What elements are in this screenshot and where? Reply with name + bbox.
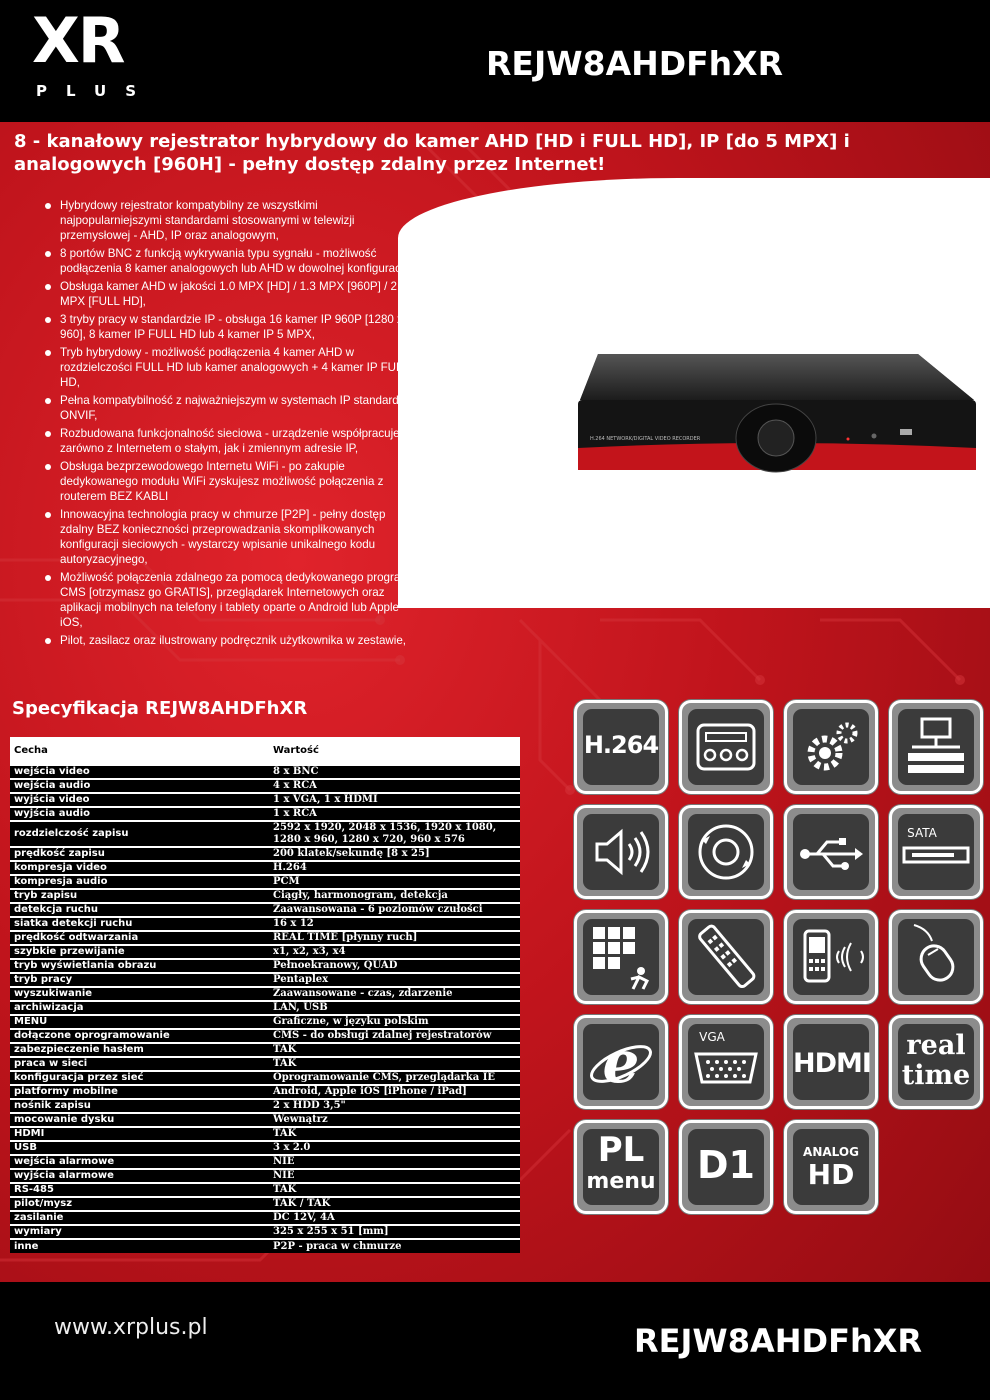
sata-text: SATA (907, 826, 937, 840)
spec-value: Zaawansowana - 6 poziomów czułości (269, 903, 520, 917)
footer-model-title: REJW8AHDFhXR (634, 1322, 923, 1360)
spec-value: 2592 x 1920, 2048 x 1536, 1920 x 1080, 1280 x 960, 1280 x 720, 960 x 576 (269, 821, 520, 847)
real-text: real (906, 1030, 966, 1061)
feature-item: Pełna kompatybilność z najważniejszym w systemach IP standardem ONVIF, (42, 393, 422, 423)
spec-table (10, 737, 520, 1253)
spec-value: 2 x HDD 3,5" (269, 1099, 520, 1113)
real-time-icon (889, 1015, 983, 1109)
spec-value: PCM (269, 875, 520, 889)
spec-row (10, 847, 520, 861)
spec-key: platformy mobilne (10, 1085, 269, 1099)
spec-value: Pentaplex (269, 973, 520, 987)
spec-key: wyszukiwanie (10, 987, 269, 1001)
spec-title: Specyfikacja REJW8AHDFhXR (12, 698, 308, 719)
settings-gears-icon (784, 700, 878, 794)
spec-row (10, 1225, 520, 1239)
spec-value: CMS - do obsługi zdalnej rejestratorów (269, 1029, 520, 1043)
d1-icon (679, 1120, 773, 1214)
spec-row (10, 903, 520, 917)
feature-item: Pilot, zasilacz oraz ilustrowany podręcznik użytkownika w zestawie, (42, 633, 422, 648)
spec-value: 8 x BNC (269, 765, 520, 779)
spec-key: wejścia audio (10, 779, 269, 793)
spec-value: x1, x2, x3, x4 (269, 945, 520, 959)
spec-row (10, 861, 520, 875)
spec-key: mocowanie dysku (10, 1113, 269, 1127)
spec-value: 1 x VGA, 1 x HDMI (269, 793, 520, 807)
spec-row (10, 945, 520, 959)
spec-row (10, 1127, 520, 1141)
spec-key: konfiguracja przez sieć (10, 1071, 269, 1085)
hd-text: HD (807, 1158, 855, 1191)
spec-key: detekcja ruchu (10, 903, 269, 917)
spec-value: 200 klatek/sekundę [8 x 25] (269, 847, 520, 861)
spec-key: RS-485 (10, 1183, 269, 1197)
spec-row (10, 1183, 520, 1197)
hdmi-icon (784, 1015, 878, 1109)
spec-row (10, 1239, 520, 1253)
feature-item: Innowacyjna technologia pracy w chmurze [P2P] - pełny dostęp zdalny BEZ konieczności przeprowadzania skomplikowanych konfiguracji sieciowych - wystarczy wpisanie unikalnego kodu autoryzacyjnego, (42, 507, 422, 567)
spec-value: Oprogramowanie CMS, przeglądarka IE (269, 1071, 520, 1085)
feature-item: Możliwość połączenia zdalnego za pomocą dedykowanego programu CMS [otrzymasz go GRATIS], przeglądarek Internetowych oraz aplikacji mobilnych na telefony i tablety oparte o Android lub Apple iOS, (42, 570, 422, 630)
audio-speaker-icon (574, 805, 668, 899)
spec-row (10, 1043, 520, 1057)
hdmi-text: HDMI (793, 1048, 871, 1079)
spec-key: szybkie przewijanie (10, 945, 269, 959)
spec-value: 16 x 12 (269, 917, 520, 931)
footer-bar (0, 1282, 990, 1400)
spec-row (10, 875, 520, 889)
feature-item: Rozbudowana funkcjonalność sieciowa - urządzenie współpracuje zarówno z Internetem o stałym, jak i zmiennym adresie IP, (42, 426, 422, 456)
spec-row (10, 889, 520, 903)
feature-item: Hybrydowy rejestrator kompatybilny ze wszystkimi najpopularniejszymi standardami stosowanymi w telewizji przemysłowej - AHD, IP oraz analogowym, (42, 198, 422, 243)
spec-value: DC 12V, 4A (269, 1211, 520, 1225)
spec-row (10, 1155, 520, 1169)
dvr-product-image (576, 352, 978, 474)
usb-icon (784, 805, 878, 899)
spec-row (10, 1071, 520, 1085)
spec-key: wejścia video (10, 765, 269, 779)
header-model-title: REJW8AHDFhXR (486, 44, 784, 83)
spec-value: NIE (269, 1169, 520, 1183)
spec-key: zabezpieczenie hasłem (10, 1043, 269, 1057)
d1-text: D1 (697, 1143, 755, 1187)
spec-key: rozdzielczość zapisu (10, 821, 269, 847)
multiview-grid-icon (574, 910, 668, 1004)
spec-row (10, 1099, 520, 1113)
feature-item: Tryb hybrydowy - możliwość podłączenia 4 kamer AHD w rozdzielczości FULL HD lub kamer analogowych + 4 kamer IP FULL HD, (42, 345, 422, 390)
spec-value: TAK (269, 1127, 520, 1141)
spec-key: kompresja video (10, 861, 269, 875)
analog-hd-icon (784, 1120, 878, 1214)
sata-icon (889, 805, 983, 899)
spec-value: Graficzne, w języku polskim (269, 1015, 520, 1029)
spec-row (10, 807, 520, 821)
spec-key: prędkość zapisu (10, 847, 269, 861)
spec-key: USB (10, 1141, 269, 1155)
spec-col-value: Wartość (269, 737, 520, 765)
spec-value: NIE (269, 1155, 520, 1169)
logo-main-text: XR (32, 4, 124, 77)
spec-value: H.264 (269, 861, 520, 875)
spec-value: LAN, USB (269, 1001, 520, 1015)
spec-key: siatka detekcji ruchu (10, 917, 269, 931)
spec-key: nośnik zapisu (10, 1099, 269, 1113)
dvr-front-label: H.264 NETWORK/DIGITAL VIDEO RECORDER (590, 436, 701, 442)
spec-row (10, 1113, 520, 1127)
spec-row (10, 765, 520, 779)
vga-text: VGA (699, 1030, 725, 1044)
spec-value: P2P - praca w chmurze (269, 1239, 520, 1253)
remote-control-icon (679, 910, 773, 1004)
spec-body (10, 765, 520, 1253)
spec-col-key: Cecha (10, 737, 269, 765)
spec-row (10, 973, 520, 987)
spec-header-row (10, 737, 520, 765)
pl-text: PL (597, 1130, 645, 1170)
svg-text:e: e (602, 1028, 640, 1096)
menu-text: menu (586, 1169, 656, 1194)
spec-row (10, 917, 520, 931)
feature-item: Obsługa bezprzewodowego Internetu WiFi - po zakupie dedykowanego modułu WiFi zyskujesz możliwość połączenia z routerem BEZ KABLI (42, 459, 422, 504)
spec-key: wyjścia alarmowe (10, 1169, 269, 1183)
playback-dial-icon (679, 805, 773, 899)
mouse-icon (889, 910, 983, 1004)
spec-value: Wewnątrz (269, 1113, 520, 1127)
website-url[interactable]: www.xrplus.pl (54, 1315, 208, 1340)
xr-plus-logo (30, 4, 170, 106)
spec-row (10, 1141, 520, 1155)
spec-key: HDMI (10, 1127, 269, 1141)
spec-row (10, 793, 520, 807)
time-text: time (901, 1060, 971, 1091)
spec-row (10, 1211, 520, 1225)
spec-row (10, 1001, 520, 1015)
spec-value: 1 x RCA (269, 807, 520, 821)
spec-key: inne (10, 1239, 269, 1253)
feature-item: Obsługa kamer AHD w jakości 1.0 MPX [HD] / 1.3 MPX [960P] / 2.0 MPX [FULL HD], (42, 279, 422, 309)
spec-value: REAL TIME [płynny ruch] (269, 931, 520, 945)
spec-key: tryb pracy (10, 973, 269, 987)
logo-sub-text: PLUS (36, 82, 156, 100)
spec-key: tryb wyświetlania obrazu (10, 959, 269, 973)
spec-key: wejścia alarmowe (10, 1155, 269, 1169)
spec-key: wyjścia video (10, 793, 269, 807)
spec-key: praca w sieci (10, 1057, 269, 1071)
spec-value: Pełnoekranowy, QUAD (269, 959, 520, 973)
spec-key: archiwizacja (10, 1001, 269, 1015)
spec-row (10, 959, 520, 973)
spec-key: dołączone oprogramowanie (10, 1029, 269, 1043)
spec-key: wymiary (10, 1225, 269, 1239)
pl-menu-icon (574, 1120, 668, 1214)
feature-item: 3 tryby pracy w standardzie IP - obsługa 16 kamer IP 960P [1280 x 960], 8 kamer IP FULL HD lub 4 kamer IP 5 MPX, (42, 312, 422, 342)
spec-value: 4 x RCA (269, 779, 520, 793)
spec-key: MENU (10, 1015, 269, 1029)
spec-key: wyjścia audio (10, 807, 269, 821)
spec-row (10, 1197, 520, 1211)
spec-value: Zaawansowane - czas, zdarzenie (269, 987, 520, 1001)
spec-key: prędkość odtwarzania (10, 931, 269, 945)
dvr-panel-icon (679, 700, 773, 794)
spec-row (10, 821, 520, 847)
spec-value: Android, Apple iOS [iPhone / iPad] (269, 1085, 520, 1099)
spec-row (10, 1029, 520, 1043)
header-bar (0, 0, 990, 122)
spec-row (10, 931, 520, 945)
feature-list (42, 198, 422, 651)
vga-icon (679, 1015, 773, 1109)
spec-row (10, 1015, 520, 1029)
spec-key: tryb zapisu (10, 889, 269, 903)
spec-key: pilot/mysz (10, 1197, 269, 1211)
spec-value: TAK (269, 1057, 520, 1071)
h264-text: H.264 (583, 731, 659, 759)
spec-value: TAK / TAK (269, 1197, 520, 1211)
spec-row (10, 1057, 520, 1071)
spec-key: zasilanie (10, 1211, 269, 1225)
spec-row (10, 987, 520, 1001)
spec-value: 3 x 2.0 (269, 1141, 520, 1155)
spec-value: TAK (269, 1043, 520, 1057)
spec-row (10, 1085, 520, 1099)
analog-text: ANALOG (803, 1145, 859, 1159)
h264-icon (574, 700, 668, 794)
spec-value: Ciągły, harmonogram, detekcja (269, 889, 520, 903)
spec-value: 325 x 255 x 51 [mm] (269, 1225, 520, 1239)
feature-item: 8 portów BNC z funkcją wykrywania typu sygnału - możliwość podłączenia 8 kamer analogowych lub AHD w dowolnej konfiguracji, (42, 246, 422, 276)
spec-row (10, 779, 520, 793)
mobile-phone-icon (784, 910, 878, 1004)
product-headline: 8 - kanałowy rejestrator hybrydowy do kamer AHD [HD i FULL HD], IP [do 5 MPX] i analogowych [960H] - pełny dostęp zdalny przez Internet! (14, 131, 850, 175)
spec-row (10, 1169, 520, 1183)
internet-explorer-icon (574, 1015, 668, 1109)
spec-value: TAK (269, 1183, 520, 1197)
spec-key: kompresja audio (10, 875, 269, 889)
network-icon (889, 700, 983, 794)
